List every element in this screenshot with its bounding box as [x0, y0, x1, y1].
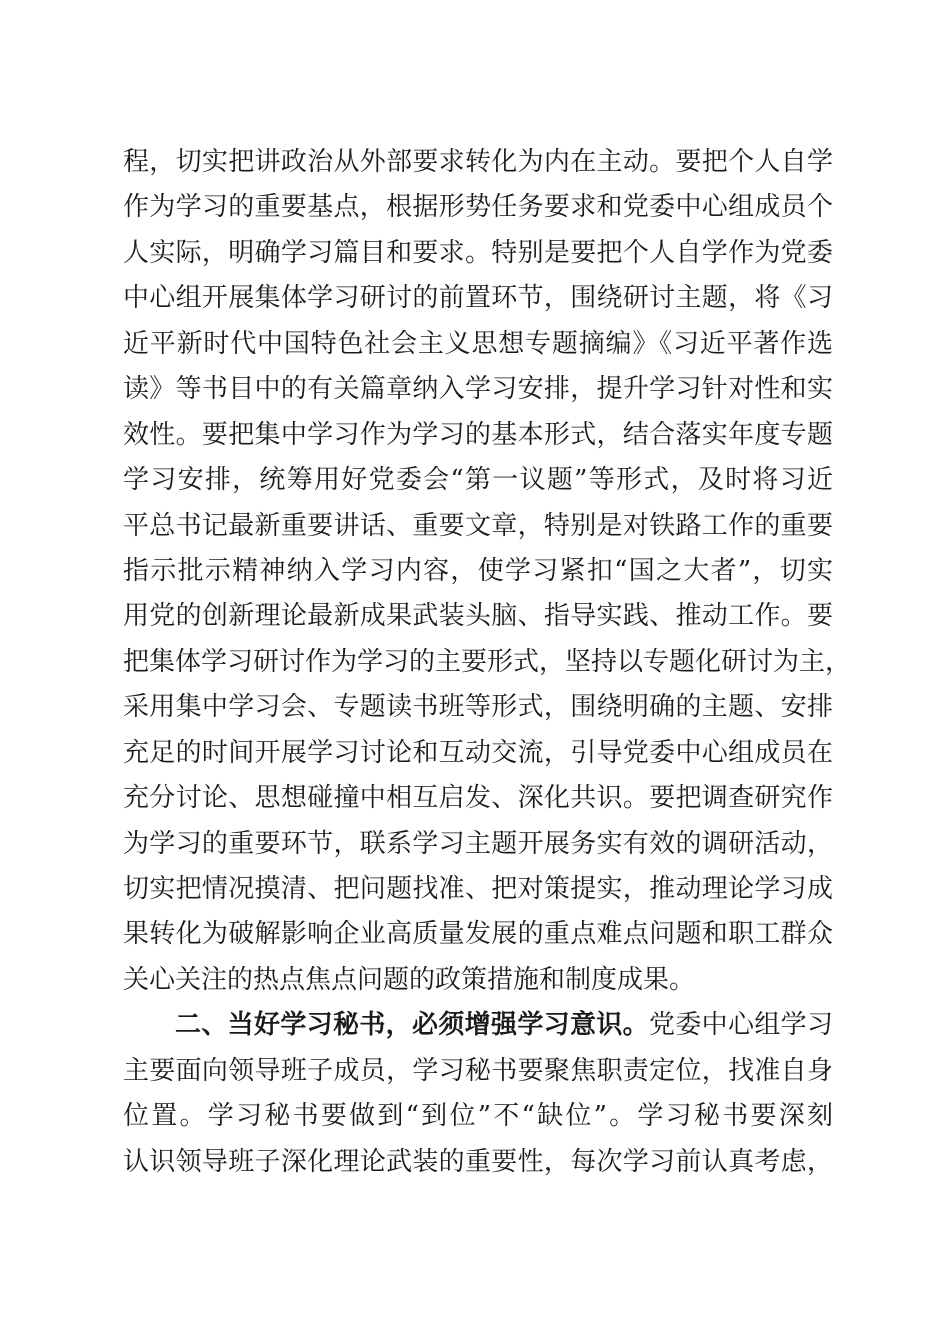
text-line: 位置。学习秘书要做到“到位”不“缺位”。学习秘书要深刻 [123, 1101, 833, 1132]
text-line: 近平新时代中国特色社会主义思想专题摘编》《习近平著作选 [123, 328, 833, 359]
text-line: 平总书记最新重要讲话、重要文章，特别是对铁路工作的重要 [123, 510, 833, 541]
text-line: 把集体学习研讨作为学习的主要形式，坚持以专题化研讨为主， [123, 646, 852, 677]
paragraph-end-line: 关心关注的热点焦点问题的政策措施和制度成果。 [123, 964, 696, 995]
text-line: 采用集中学习会、专题读书班等形式，围绕明确的主题、安排 [123, 692, 833, 723]
text-line: 学习安排，统筹用好党委会“第一议题”等形式，及时将习近 [123, 465, 833, 496]
text-line: 切实把情况摸清、把问题找准、把对策提实，推动理论学习成 [123, 874, 833, 904]
text-line: 指示批示精神纳入学习内容，使学习紧扣“国之大者”，切实 [123, 555, 833, 586]
text-line: 读》等书目中的有关篇章纳入学习安排，提升学习针对性和实 [123, 374, 833, 405]
text-line: 中心组开展集体学习研讨的前置环节，围绕研讨主题，将《习 [123, 283, 833, 314]
document-body [123, 140, 852, 1185]
section-heading-continuation: 党委中心组学习 [648, 1010, 833, 1041]
section-heading: 二、当好学习秘书，必须增强学习意识。 [175, 1010, 649, 1041]
text-line: 效性。要把集中学习作为学习的基本形式，结合落实年度专题 [123, 419, 833, 450]
text-line: 充分讨论、思想碰撞中相互启发、深化共识。要把调查研究作 [123, 783, 833, 814]
text-line: 果转化为破解影响企业高质量发展的重点难点问题和职工群众 [123, 919, 833, 950]
text-line: 主要面向领导班子成员，学习秘书要聚焦职责定位，找准自身 [123, 1055, 833, 1086]
text-line: 程，切实把讲政治从外部要求转化为内在主动。要把个人自学 [123, 147, 833, 177]
text-line: 人实际，明确学习篇目和要求。特别是要把个人自学作为党委 [123, 237, 833, 268]
text-line: 用党的创新理论最新成果武装头脑、指导实践、推动工作。要 [123, 601, 833, 632]
text-line: 为学习的重要环节，联系学习主题开展务实有效的调研活动， [123, 828, 833, 859]
section-heading-line [123, 1003, 833, 1048]
text-line: 认识领导班子深化理论武装的重要性，每次学习前认真考虑， [123, 1146, 833, 1177]
text-line: 作为学习的重要基点，根据形势任务要求和党委中心组成员个 [123, 192, 833, 223]
text-line: 充足的时间开展学习讨论和互动交流，引导党委中心组成员在 [123, 737, 833, 768]
